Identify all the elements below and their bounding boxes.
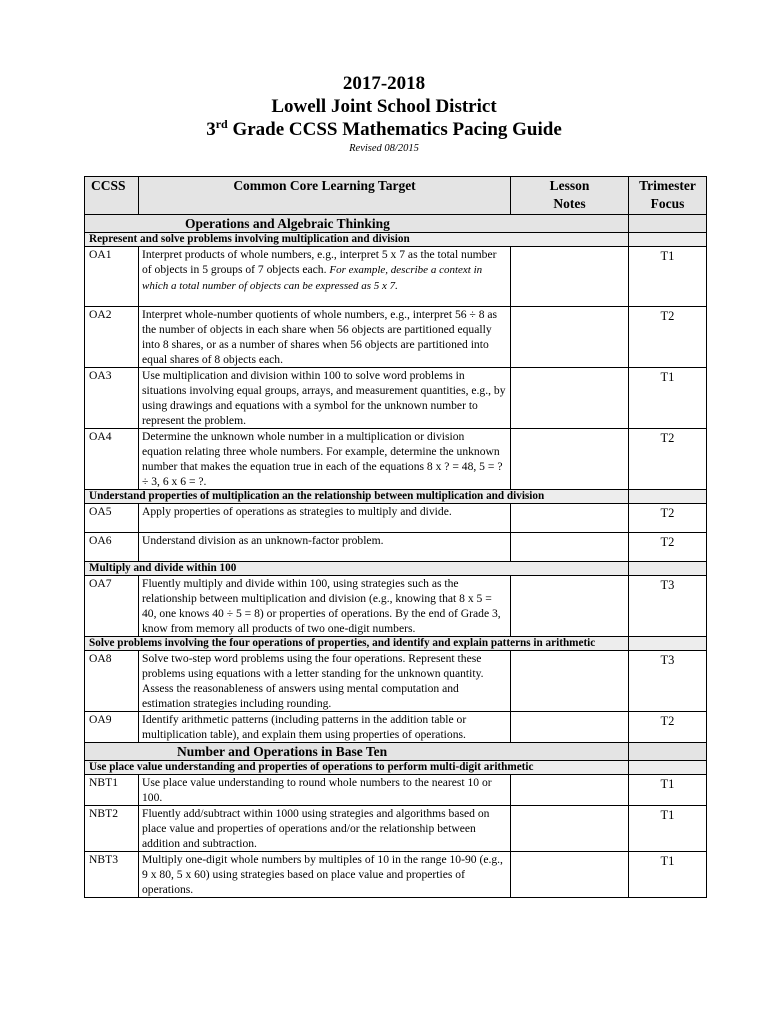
lesson-notes-cell[interactable] (511, 429, 629, 490)
standard-text: Fluently add/subtract within 1000 using strategies and algorithms based on place value and properties of operations and/or the relationship between addition and subtraction. (139, 806, 511, 852)
standard-row (85, 806, 707, 852)
lesson-notes-cell[interactable] (511, 533, 629, 562)
standard-example: For example, describe a context in which a total number of objects can be expressed as 5 x 7. (142, 264, 483, 292)
standard-text: Solve two-step word problems using the four operations. Represent these problems using equations with a letter standing for the unknown quantity. Assess the reasonableness of answers using mental computation and estimation strategies including rounding. (139, 651, 511, 712)
standard-text: Interpret whole-number quotients of whole numbers, e.g., interpret 56 ÷ 8 as the number of objects in each share when 56 objects are partitioned equally into 8 shares, or as a number of shares when 56 objects are partitioned into equal shares of 8 objects each. (139, 307, 511, 368)
standard-text: Apply properties of operations as strategies to multiply and divide. (139, 504, 511, 533)
cluster-title: Understand properties of multiplication an the relationship between multiplication and division (89, 490, 545, 502)
standard-row (85, 651, 707, 712)
standard-text: Use multiplication and division within 100 to solve word problems in situations involving equal groups, arrays, and measurement quantities, e.g., by using drawings and equations with a symbol for the unknown number to represent the problem. (139, 368, 511, 429)
standard-code: OA5 (85, 504, 139, 533)
trimester-focus: T1 (629, 852, 707, 898)
grade-suffix: rd (215, 117, 228, 131)
domain-row (85, 743, 707, 761)
standard-code: OA7 (85, 576, 139, 637)
lesson-notes-cell[interactable] (511, 504, 629, 533)
domain-title: Operations and Algebraic Thinking (185, 216, 390, 231)
cluster-title: Multiply and divide within 100 (89, 562, 237, 574)
trimester-focus: T2 (629, 712, 707, 743)
standard-code: OA6 (85, 533, 139, 562)
lesson-notes-cell[interactable] (511, 775, 629, 806)
cluster-row (85, 490, 707, 504)
lesson-notes-cell[interactable] (511, 806, 629, 852)
trimester-focus: T1 (629, 775, 707, 806)
standard-row (85, 576, 707, 637)
cluster-row (85, 637, 707, 651)
lesson-notes-cell[interactable] (511, 576, 629, 637)
column-header-lesson-notes (511, 177, 629, 215)
standard-code: OA3 (85, 368, 139, 429)
standard-target (139, 247, 511, 307)
standard-row (85, 533, 707, 562)
standard-row (85, 852, 707, 898)
lesson-notes-cell[interactable] (511, 651, 629, 712)
pacing-guide-table (84, 176, 707, 898)
notes-label: Notes (553, 196, 586, 211)
standard-text: Multiply one-digit whole numbers by multiples of 10 in the range 10-90 (e.g., 9 x 80, 5 x 60) using strategies based on place value and properties of operations. (139, 852, 511, 898)
cluster-row (85, 562, 707, 576)
focus-label: Focus (650, 196, 685, 211)
standard-text: Fluently multiply and divide within 100, using strategies such as the relationship between multiplication and division (e.g., knowing that 8 x 5 = 40, one knows 40 ÷ 5 = 8) or properties of operations. By the end of Grade 3, know from memory all products of two one-digit numbers. (139, 576, 511, 637)
trimester-focus: T2 (629, 307, 707, 368)
standard-row (85, 429, 707, 490)
trimester-label: Trimester (639, 178, 696, 193)
lesson-notes-cell[interactable] (511, 247, 629, 307)
standard-text: Interpret products of whole numbers, e.g., interpret 5 x 7 as the total number of objects in 5 groups of 7 objects each. (142, 248, 497, 276)
lesson-notes-cell[interactable] (511, 852, 629, 898)
title-text: Grade CCSS Mathematics Pacing Guide (227, 119, 562, 140)
cluster-title: Solve problems involving the four operations of properties, and identify and explain patterns in arithmetic (89, 637, 596, 649)
standard-code: NBT3 (85, 852, 139, 898)
cluster-row (85, 761, 707, 775)
standard-code: OA4 (85, 429, 139, 490)
standard-row (85, 775, 707, 806)
district-name: Lowell Joint School District (271, 96, 497, 117)
trimester-focus: T2 (629, 504, 707, 533)
lesson-notes-cell[interactable] (511, 712, 629, 743)
standard-code: NBT2 (85, 806, 139, 852)
standard-text: Determine the unknown whole number in a multiplication or division equation relating three whole numbers. For example, determine the unknown number that makes the equation true in each of the equations 8 x ? = 48, 5 = ? ÷ 3, 6 x 6 = ?. (139, 429, 511, 490)
trimester-focus: T3 (629, 576, 707, 637)
standard-code: NBT1 (85, 775, 139, 806)
trimester-focus: T1 (629, 247, 707, 307)
domain-title: Number and Operations in Base Ten (177, 744, 388, 759)
trimester-focus: T1 (629, 368, 707, 429)
standard-text: Identify arithmetic patterns (including patterns in the addition table or multiplication table), and explain them using properties of operations. (139, 712, 511, 743)
cluster-title: Represent and solve problems involving multiplication and division (89, 233, 410, 245)
standard-row (85, 307, 707, 368)
column-header-ccss: CCSS (85, 177, 139, 215)
standard-row (85, 712, 707, 743)
standard-code: OA2 (85, 307, 139, 368)
standard-text: Use place value understanding to round whole numbers to the nearest 10 or 100. (139, 775, 511, 806)
trimester-focus: T2 (629, 533, 707, 562)
standard-row (85, 368, 707, 429)
standard-code: OA9 (85, 712, 139, 743)
lesson-label: Lesson (549, 178, 590, 193)
standard-row (85, 504, 707, 533)
domain-row (85, 215, 707, 233)
grade-number: 3 (206, 119, 216, 140)
standard-text: Understand division as an unknown-factor problem. (139, 533, 511, 562)
cluster-title: Use place value understanding and properties of operations to perform multi-digit arithmetic (89, 761, 534, 773)
document-title (0, 118, 768, 142)
school-year: 2017-2018 (342, 73, 426, 94)
trimester-focus: T1 (629, 806, 707, 852)
column-header-trimester-focus (629, 177, 707, 215)
trimester-focus: T2 (629, 429, 707, 490)
document-header (0, 72, 768, 156)
table-header-row (85, 177, 707, 215)
trimester-focus: T3 (629, 651, 707, 712)
standard-code: OA8 (85, 651, 139, 712)
lesson-notes-cell[interactable] (511, 368, 629, 429)
revised-date: Revised 08/2015 (349, 143, 419, 154)
standard-row (85, 247, 707, 307)
lesson-notes-cell[interactable] (511, 307, 629, 368)
cluster-row (85, 233, 707, 247)
column-header-target: Common Core Learning Target (139, 177, 511, 215)
standard-code: OA1 (85, 247, 139, 307)
